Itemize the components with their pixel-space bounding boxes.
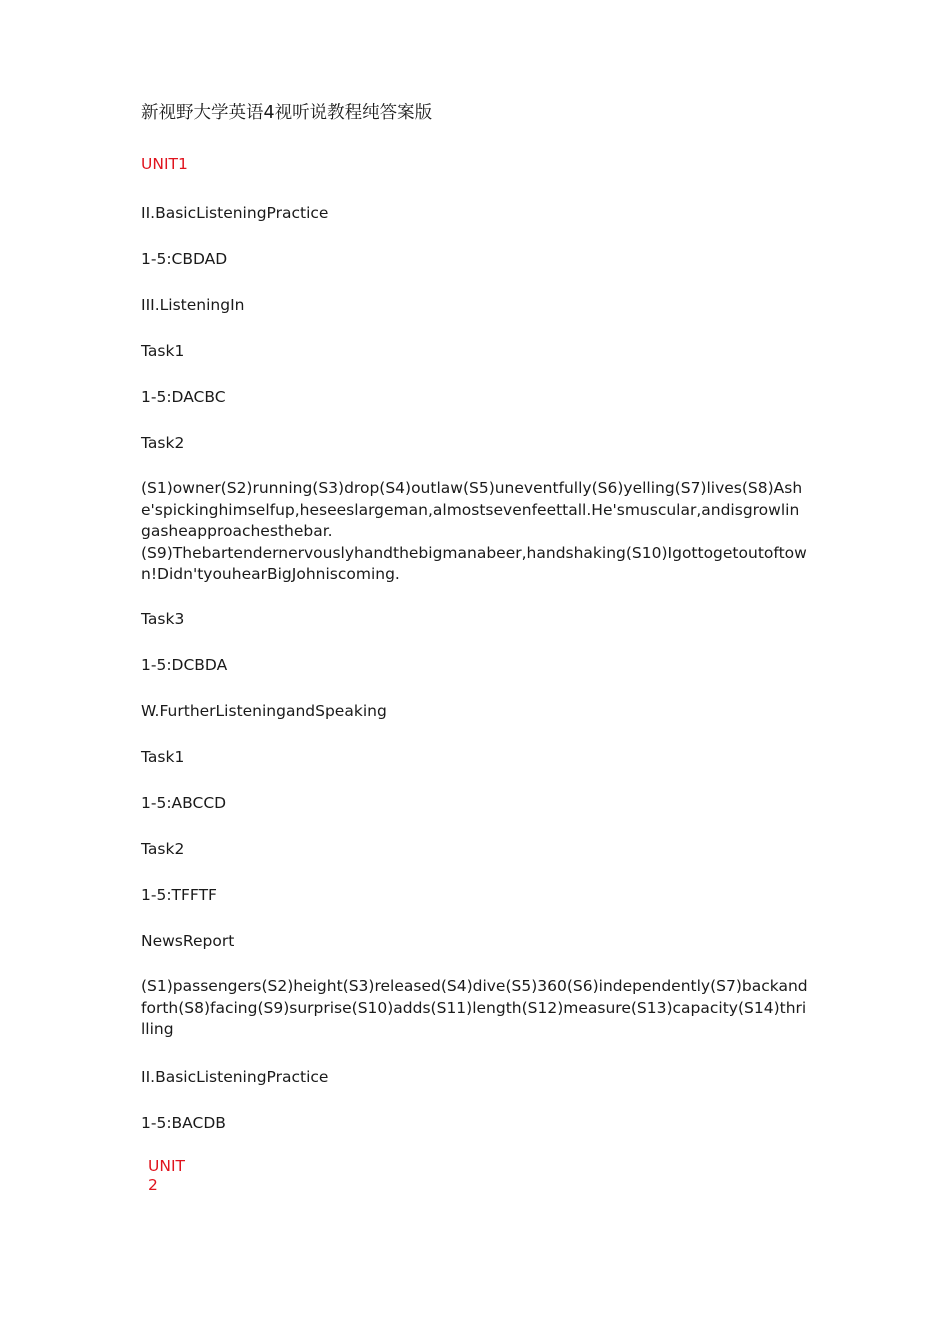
answer-line: 1-5:DCBDA <box>141 656 228 674</box>
section-further-listening: W.FurtherListeningandSpeaking <box>141 702 387 720</box>
task2-answer-text-cont: (S9)Thebartendernervouslyhandthebigmanabeer,handshaking(S10)Igottogetoutoftown!Didn'tyouhearBigJohniscoming. <box>141 543 807 583</box>
document-title: 新视野大学英语4视听说教程纯答案版 <box>141 103 433 123</box>
task-heading: Task1 <box>141 342 185 360</box>
section-listening-in: III.ListeningIn <box>141 296 245 314</box>
answer-line: 1-5:BACDB <box>141 1114 226 1132</box>
unit2-heading-number: 2 <box>148 1176 158 1194</box>
unit2-heading-text: UNIT <box>148 1157 185 1175</box>
unit1-heading: UNIT1 <box>141 155 188 173</box>
section-news-report: NewsReport <box>141 932 235 950</box>
unit2-heading <box>148 1157 185 1195</box>
task2-answer-text: (S1)owner(S2)running(S3)drop(S4)outlaw(S5)uneventfully(S6)yelling(S7)lives(S8)Ashe'spickinghimselfup,heseeslargeman,almostsevenfeettall.He'smuscular,andisgrowlingasheapproachesthebar. <box>141 479 803 540</box>
answer-line: 1-5:CBDAD <box>141 250 228 268</box>
section-basic-listening: II.BasicListeningPractice <box>141 1068 329 1086</box>
task-heading: Task3 <box>141 610 185 628</box>
section-basic-listening: II.BasicListeningPractice <box>141 204 329 222</box>
answer-line: 1-5:DACBC <box>141 388 226 406</box>
news-report-answer-paragraph: (S1)passengers(S2)height(S3)released(S4)dive(S5)360(S6)independently(S7)backandforth(S8)facing(S9)surprise(S10)adds(S11)length(S12)measure(S13)capacity(S14)thrilling <box>141 977 808 1038</box>
answer-line: 1-5:TFFTF <box>141 886 217 904</box>
task-heading: Task2 <box>141 840 185 858</box>
task-heading: Task1 <box>141 748 185 766</box>
task-heading: Task2 <box>141 434 185 452</box>
answer-line: 1-5:ABCCD <box>141 794 227 812</box>
task2-answer-paragraph <box>141 478 809 586</box>
